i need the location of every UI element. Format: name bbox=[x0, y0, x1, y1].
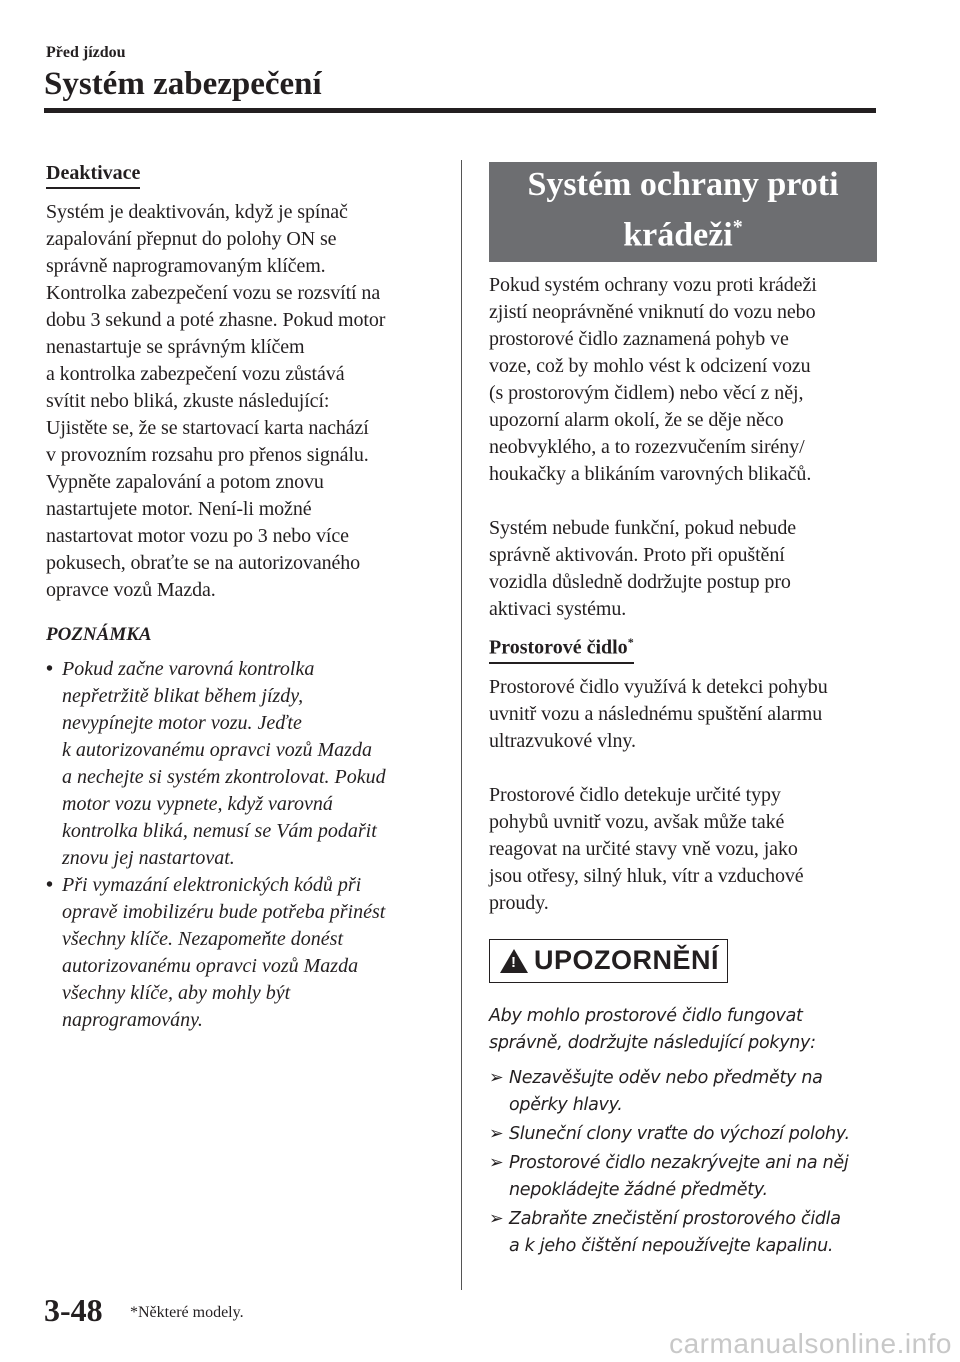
caution-item bbox=[489, 1150, 879, 1204]
bullet-icon: • bbox=[46, 658, 54, 680]
text-line: opravce vozů Mazda. bbox=[46, 579, 216, 601]
text-line: správně naprogramovaným klíčem. bbox=[46, 255, 326, 277]
text-line: nepřetržitě blikat během jízdy, bbox=[62, 685, 304, 707]
text-line: uvnitř vozu a následnému spuštění alarmu bbox=[489, 702, 823, 725]
text-line: houkačky a blikáním varovných blikačů. bbox=[489, 463, 812, 486]
text-line: vozidla důsledně dodržujte postup pro bbox=[489, 571, 791, 594]
title-text: krádeži bbox=[623, 216, 733, 254]
note-item bbox=[46, 872, 444, 1034]
text-line: opěrky hlavy. bbox=[509, 1094, 623, 1115]
text-line: nepokládejte žádné předměty. bbox=[509, 1179, 768, 1200]
text-line: Systém je deaktivován, když je spínač bbox=[46, 201, 348, 223]
text-line: všechny klíče. Nezapomeňte donést bbox=[62, 928, 344, 950]
text-line: nenastartuje se správným klíčem bbox=[46, 336, 305, 358]
text-line: Aby mohlo prostorové čidlo fungovat bbox=[489, 1005, 803, 1026]
header-rule bbox=[44, 108, 876, 113]
text-line: aktivaci systému. bbox=[489, 598, 627, 621]
text-line: svítit nebo bliká, zkuste následující: bbox=[46, 390, 330, 412]
sensor-subheading bbox=[489, 635, 634, 664]
arrow-bullet-icon: ➢ bbox=[489, 1208, 504, 1229]
text-line: pokusech, obraťte se na autorizovaného bbox=[46, 552, 361, 574]
subheading-wrap bbox=[489, 635, 879, 664]
text-line: všechny klíče, aby mohly být bbox=[62, 982, 291, 1004]
text-line: reagovat na určité stavy vně vozu, jako bbox=[489, 837, 798, 860]
warning-triangle-icon bbox=[500, 949, 528, 973]
text-line: Ujistěte se, že se startovací karta nachází bbox=[46, 417, 369, 439]
arrow-bullet-icon: ➢ bbox=[489, 1123, 504, 1144]
text-line: (s prostorovým čidlem) nebo věcí z něj, bbox=[489, 382, 804, 405]
section-label: Před jízdou bbox=[46, 44, 126, 61]
text-line: a kontrolka zabezpečení vozu zůstává bbox=[46, 363, 345, 385]
caution-label-box bbox=[489, 939, 728, 983]
text-line: upozorní alarm okolí, že se děje něco bbox=[489, 409, 784, 432]
text-line: proudy. bbox=[489, 891, 549, 914]
text-line: Systém nebude funkční, pokud nebude bbox=[489, 517, 796, 540]
text-line: opravě imobilizéru bude potřeba přinést bbox=[62, 901, 386, 923]
section-title-line2 bbox=[497, 206, 869, 256]
text-line: Pokud začne varovná kontrolka bbox=[62, 658, 315, 680]
caution-item bbox=[489, 1065, 879, 1119]
caution-item bbox=[489, 1206, 879, 1260]
text-line: Pokud systém ochrany vozu proti krádeži bbox=[489, 274, 817, 297]
text-line: Kontrolka zabezpečení vozu se rozsvítí na bbox=[46, 282, 381, 304]
text-line: a nechejte si systém zkontrolovat. Pokud bbox=[62, 766, 386, 788]
text-line: Sluneční clony vraťte do výchozí polohy. bbox=[509, 1123, 850, 1144]
text-line: správně aktivován. Proto při opuštění bbox=[489, 544, 785, 567]
exclamation-mark: ! bbox=[511, 953, 516, 971]
text-line: nevypínejte motor vozu. Jeďte bbox=[62, 712, 302, 734]
footnote-mark: * bbox=[627, 635, 634, 650]
text-line: dobu 3 sekund a poté zhasne. Pokud motor bbox=[46, 309, 386, 331]
text-line: Prostorové čidlo využívá k detekci pohybu bbox=[489, 675, 828, 698]
sensor-paragraph bbox=[489, 674, 879, 755]
text-line: kontrolka bliká, nemusí se Vám podařit bbox=[62, 820, 377, 842]
deactivation-heading: Deaktivace bbox=[46, 162, 140, 189]
text-line: ultrazvukové vlny. bbox=[489, 729, 636, 752]
text-line: pohybů uvnitř vozu, avšak může také bbox=[489, 810, 785, 833]
deactivation-paragraph bbox=[46, 199, 444, 604]
text-line: v provozním rozsahu pro přenos signálu. bbox=[46, 444, 369, 466]
column-divider bbox=[461, 160, 462, 1290]
text-line: autorizovanému opravci vozů Mazda bbox=[62, 955, 359, 977]
text-line: Prostorové čidlo nezakrývejte ani na něj bbox=[509, 1152, 849, 1173]
text-line: Nezavěšujte oděv nebo předměty na bbox=[509, 1067, 823, 1088]
text-line: znovu jej nastartovat. bbox=[62, 847, 235, 869]
page-number: 3-48 bbox=[44, 1292, 103, 1328]
note-heading: POZNÁMKA bbox=[46, 624, 152, 645]
text-line: Při vymazání elektronických kódů při bbox=[62, 874, 362, 896]
text-line: motor vozu vypnete, když varovná bbox=[62, 793, 333, 815]
footnote: *Některé modely. bbox=[130, 1304, 244, 1321]
text-line: správně, dodržujte následující pokyny: bbox=[489, 1032, 816, 1053]
text-line: naprogramovány. bbox=[62, 1009, 203, 1031]
caution-list bbox=[489, 1065, 879, 1260]
note-list bbox=[46, 656, 444, 1034]
bullet-icon: • bbox=[46, 874, 54, 896]
caution-intro bbox=[489, 1003, 879, 1057]
activation-paragraph bbox=[489, 515, 879, 623]
page-title: Systém zabezpečení bbox=[44, 66, 322, 102]
right-column bbox=[489, 162, 879, 1260]
text-line: nastartovat motor vozu po 3 nebo více bbox=[46, 525, 349, 547]
text-line: jsou otřesy, silný hluk, vítr a vzduchové bbox=[489, 864, 804, 887]
caution-item bbox=[489, 1121, 879, 1148]
text-line: voze, což by mohlo vést k odcizení vozu bbox=[489, 355, 811, 378]
text-line: Vypněte zapalování a potom znovu bbox=[46, 471, 324, 493]
section-title-box bbox=[489, 162, 877, 262]
text-line: zapalování přepnut do polohy ON se bbox=[46, 228, 337, 250]
text-line: neobvyklého, a to rozezvučením sirény/ bbox=[489, 436, 805, 459]
arrow-bullet-icon: ➢ bbox=[489, 1152, 504, 1173]
text-line: nastartujete motor. Není-li možné bbox=[46, 498, 312, 520]
arrow-bullet-icon: ➢ bbox=[489, 1067, 504, 1088]
caution-label: UPOZORNĚNÍ bbox=[534, 945, 720, 976]
intro-paragraph bbox=[489, 272, 879, 488]
text-line: zjistí neoprávněné vniknutí do vozu nebo bbox=[489, 301, 816, 324]
text-line: prostorové čidlo zaznamená pohyb ve bbox=[489, 328, 789, 351]
sensor-detection-paragraph bbox=[489, 782, 879, 917]
note-item bbox=[46, 656, 444, 872]
text-line: Zabraňte znečistění prostorového čidla bbox=[509, 1208, 841, 1229]
footnote-mark: * bbox=[732, 216, 743, 238]
text-line: Prostorové čidlo detekuje určité typy bbox=[489, 783, 781, 806]
subheading-text: Prostorové čidlo bbox=[489, 636, 628, 659]
section-title-line1: Systém ochrany proti bbox=[527, 166, 839, 203]
watermark: carmanualsonline.info bbox=[669, 1328, 952, 1359]
left-column bbox=[46, 162, 444, 1034]
text-line: a k jeho čištění nepoužívejte kapalinu. bbox=[509, 1235, 834, 1256]
text-line: k autorizovanému opravci vozů Mazda bbox=[62, 739, 372, 761]
